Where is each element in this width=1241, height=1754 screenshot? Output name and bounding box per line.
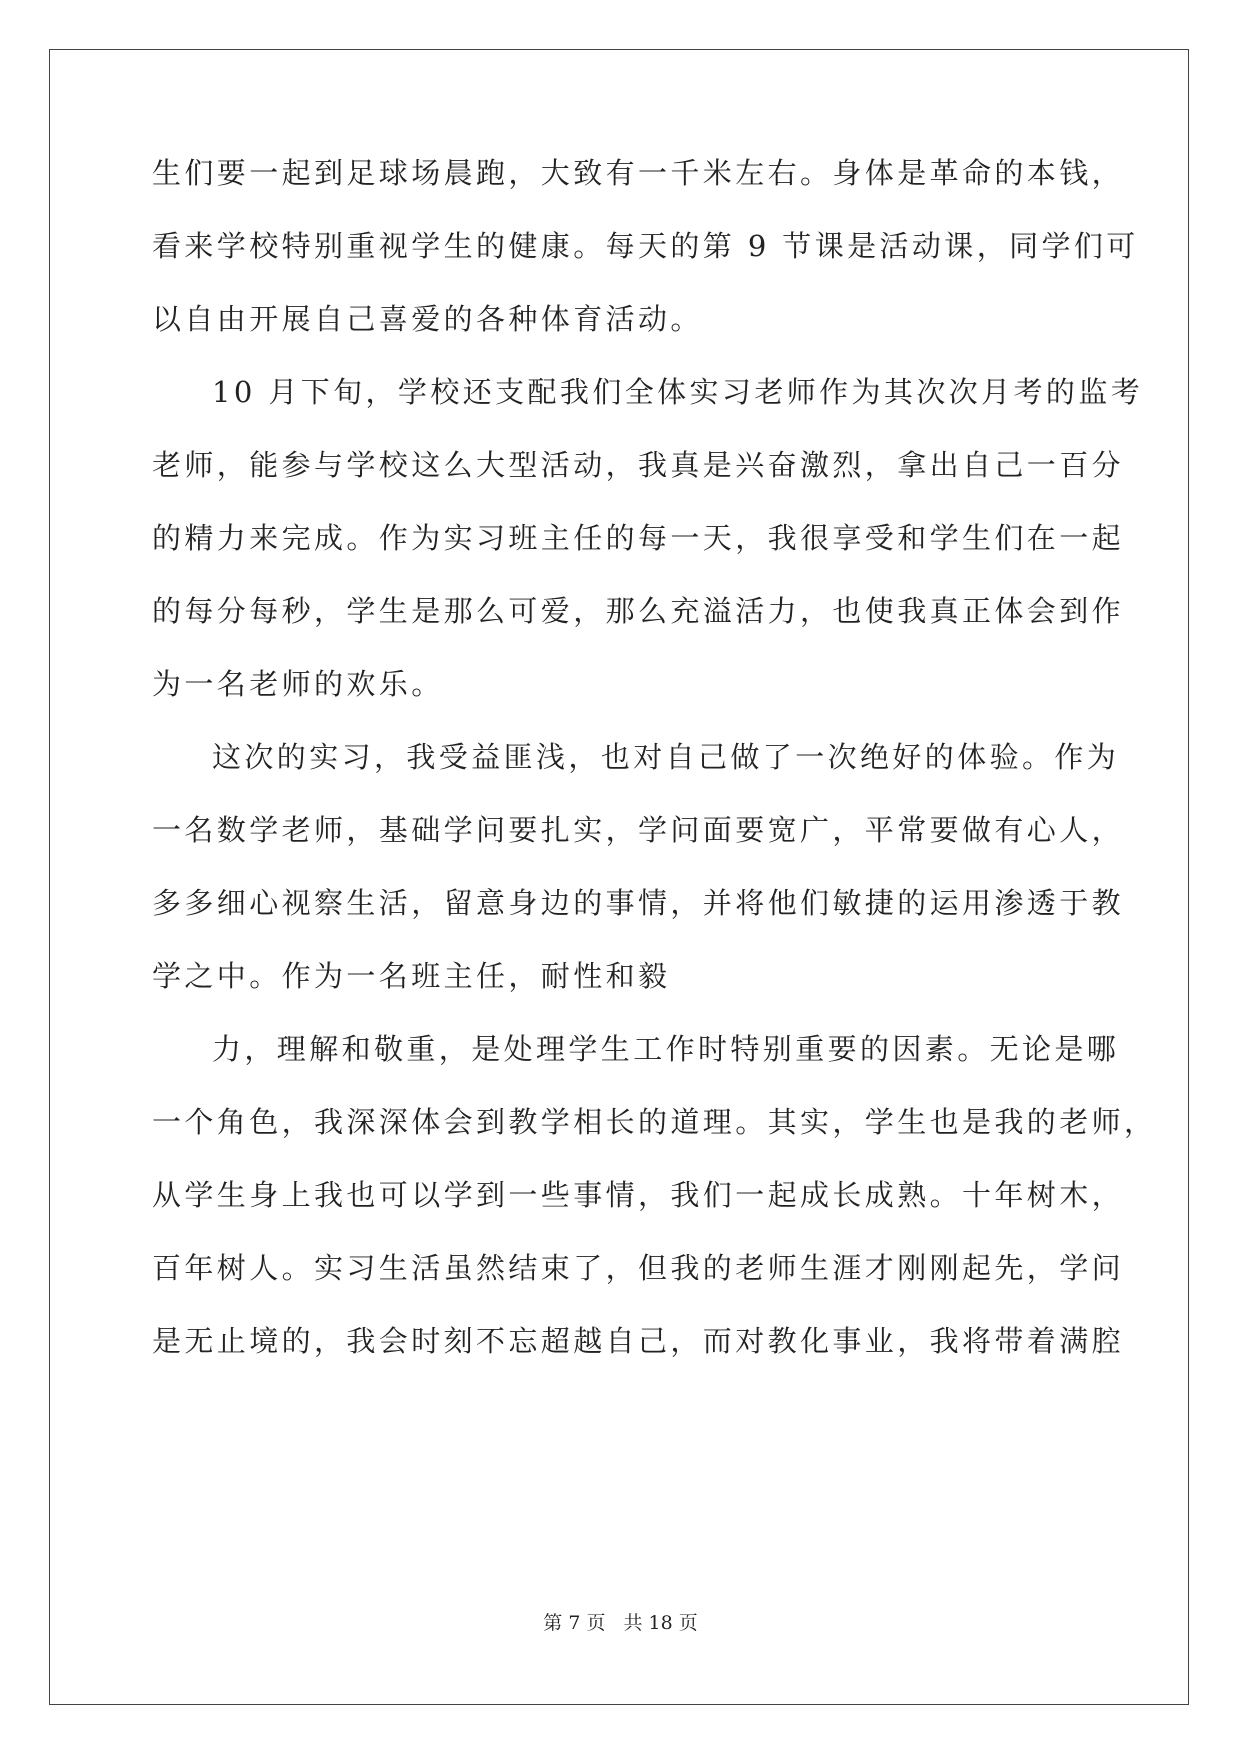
text-line: 一名数学老师，基础学问要扎实，学问面要宽广，平常要做有心人， (152, 813, 1125, 847)
text-line: 生们要一起到足球场晨跑，大致有一千米左右。身体是革命的本钱， (152, 156, 1125, 190)
text-line: 多多细心视察生活，留意身边的事情，并将他们敏捷的运用渗透于教 (152, 886, 1125, 920)
page-footer (0, 1611, 1241, 1635)
text-line: 一个角色，我深深体会到教学相长的道理。其实，学生也是我的老师， (152, 1105, 1157, 1139)
text-line: 是无止境的，我会时刻不忘超越自己，而对教化事业，我将带着满腔 (152, 1324, 1125, 1358)
text-line: 老师，能参与学校这么大型活动，我真是兴奋激烈，拿出自己一百分 (152, 448, 1125, 482)
paragraph-start-line: 力，理解和敬重，是处理学生工作时特别重要的因素。无论是哪 (212, 1032, 1120, 1066)
text-line: 的每分每秒，学生是那么可爱，那么充溢活力，也使我真正体会到作 (152, 594, 1125, 628)
text-line: 百年树人。实习生活虽然结束了，但我的老师生涯才刚刚起先，学问 (152, 1251, 1125, 1285)
paragraph-start-line: 这次的实习，我受益匪浅，也对自己做了一次绝好的体验。作为 (212, 740, 1120, 774)
text-line: 以自由开展自己喜爱的各种体育活动。 (152, 302, 703, 336)
page-border (49, 49, 1189, 1705)
page-total: 共 18 页 (623, 1612, 698, 1634)
page-number: 第 7 页 (543, 1612, 606, 1634)
text-line: 学之中。作为一名班主任，耐性和毅 (152, 959, 671, 993)
text-line: 从学生身上我也可以学到一些事情，我们一起成长成熟。十年树木， (152, 1178, 1125, 1212)
paragraph-start-line: 10 月下旬，学校还支配我们全体实习老师作为其次次月考的监考 (212, 375, 1144, 409)
text-line: 看来学校特别重视学生的健康。每天的第 9 节课是活动课，同学们可 (152, 229, 1139, 263)
text-line: 的精力来完成。作为实习班主任的每一天，我很享受和学生们在一起 (152, 521, 1125, 555)
text-line: 为一名老师的欢乐。 (152, 667, 444, 701)
